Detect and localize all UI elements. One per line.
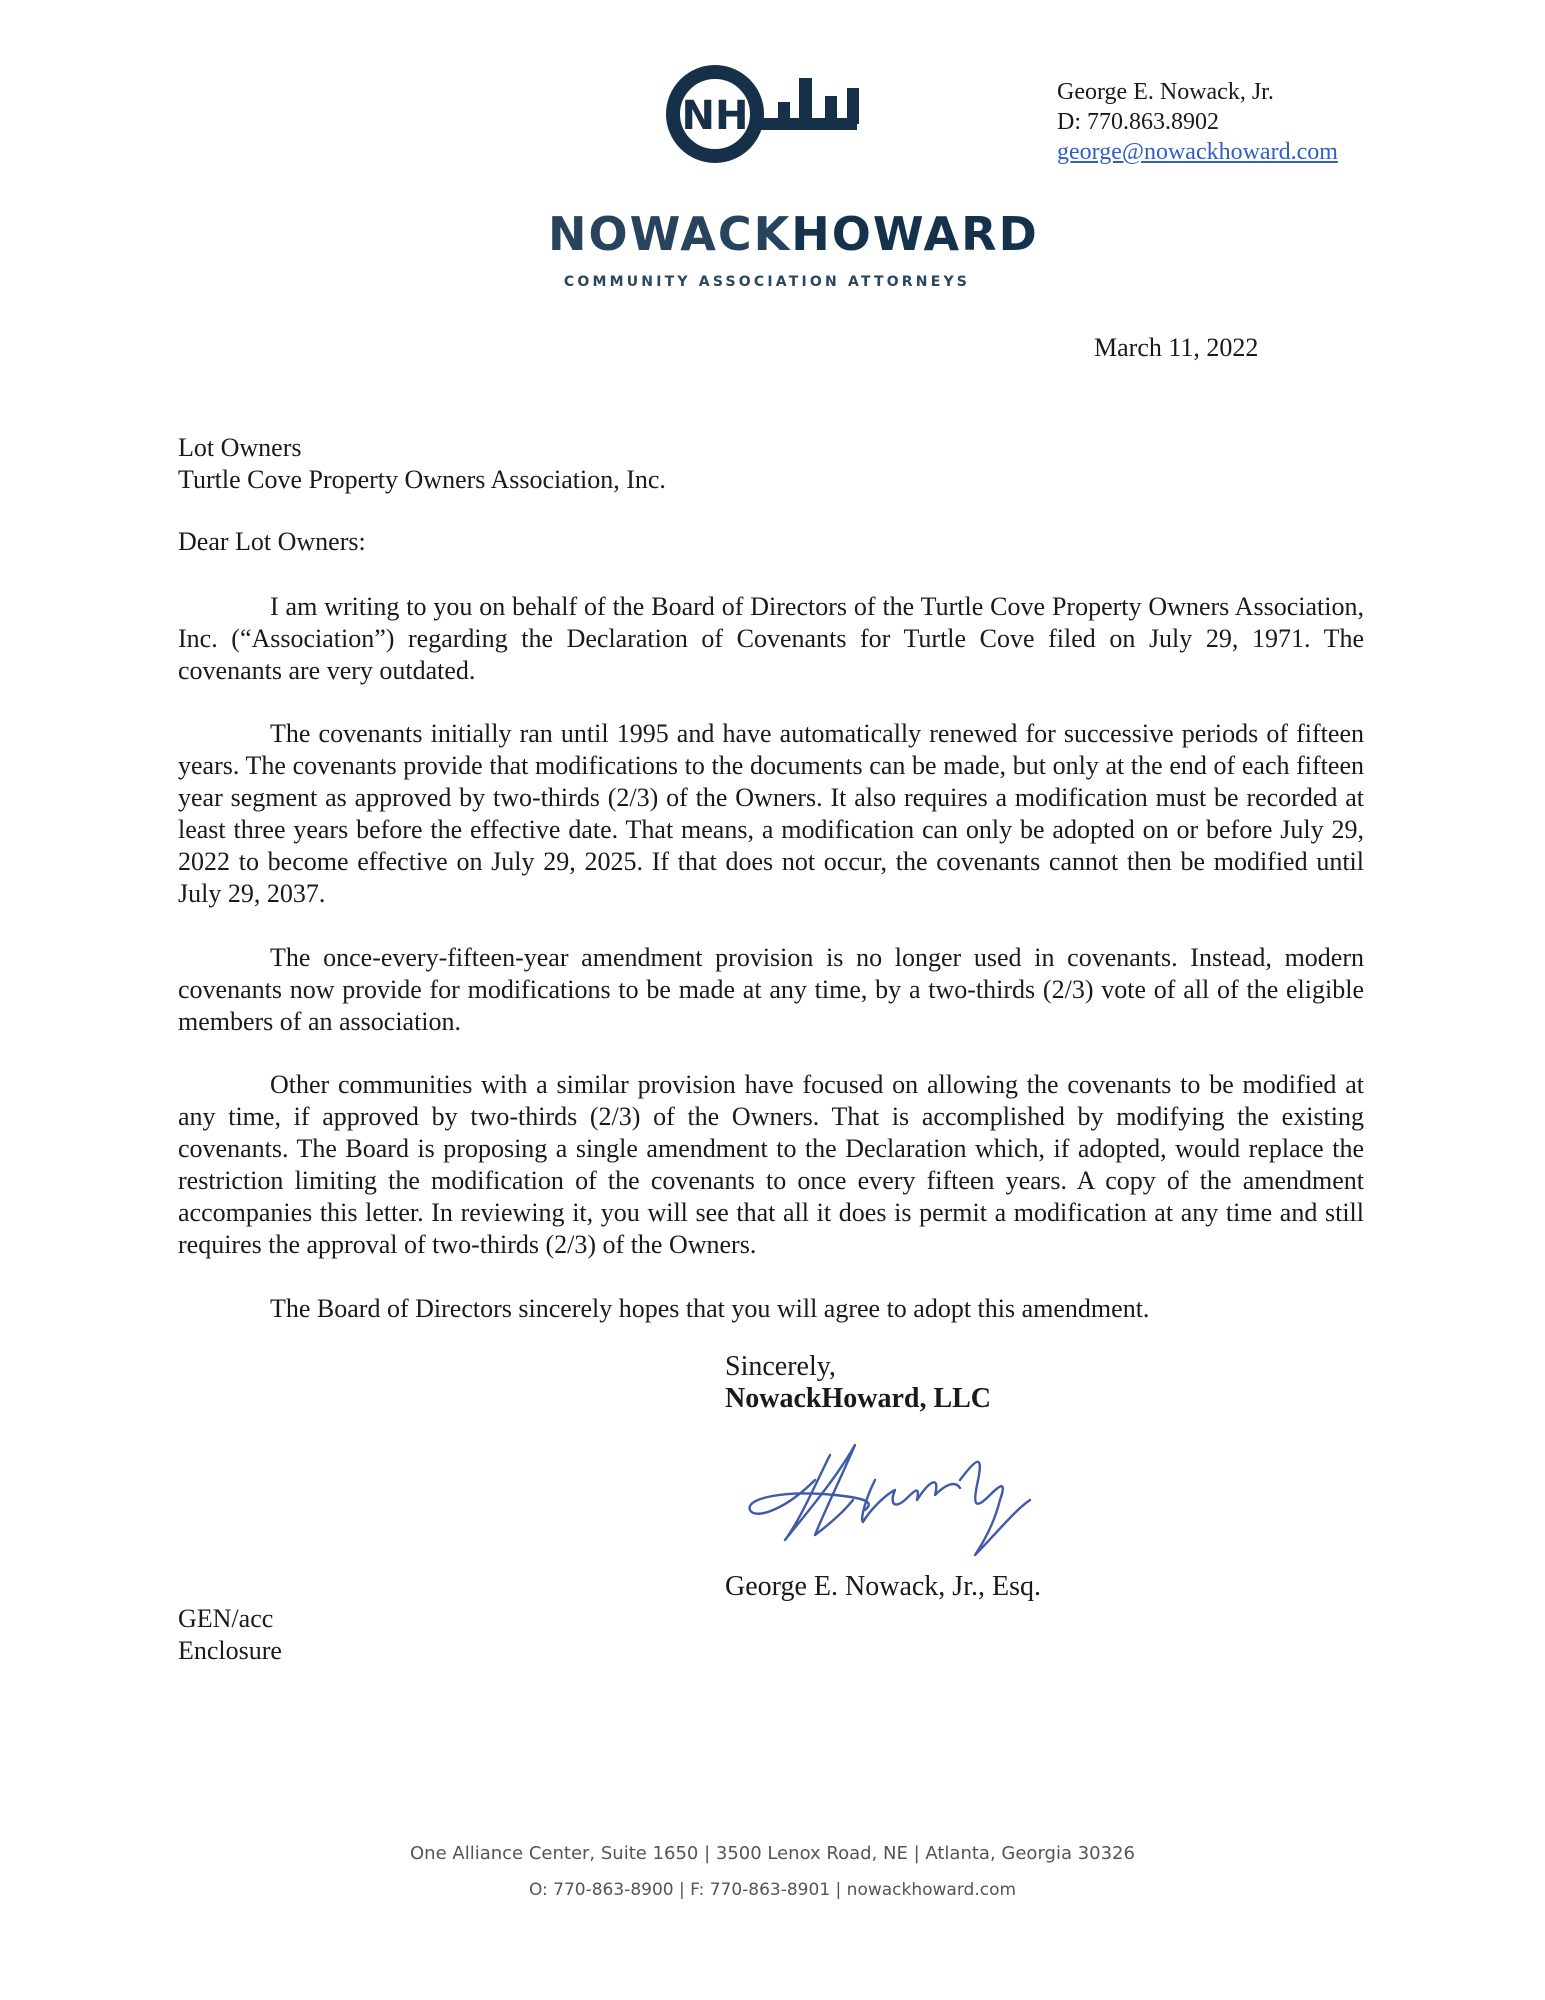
signature-image <box>745 1440 1035 1565</box>
closing-block <box>725 1351 991 1415</box>
contact-email-link[interactable]: george@nowackhoward.com <box>1057 139 1338 165</box>
body-paragraph: Other communities with a similar provision have focused on allowing the covenants to be modified at any time, if approved by two-thirds (2/3) of the Owners. That is accomplished by modifying the existing covenants. The Board is proposing a single amendment to the Declaration which, if adopted, would replace the restriction limiting the modification of the covenants to once every fifteen years. A copy of the amendment accompanies this letter. In reviewing it, you will see that all it does is permit a modification at any time and still requires the approval of two-thirds (2/3) of the Owners. <box>178 1070 1364 1259</box>
footer-phones: O: 770-863-8900 | F: 770-863-8901 | nowackhoward.com <box>528 1880 1017 1900</box>
enclosure-note: Enclosure <box>178 1636 282 1665</box>
body-paragraph: The covenants initially ran until 1995 and have automatically renewed for successive periods of fifteen years. The covenants provide that modifications to the documents can be made, but only at the end of each fifteen year segment as approved by two-thirds (2/3) of the Owners. It also requires a modification must be recorded at least three years before the effective date. That means, a modification can only be adopted on or before July 29, 2022 to become effective on July 29, 2025. If that does not occur, the covenants cannot then be modified until July 29, 2037. <box>178 719 1364 908</box>
firm-wordmark <box>548 207 1039 261</box>
footer-address: One Alliance Center, Suite 1650 | 3500 Lenox Road, NE | Atlanta, Georgia 30326 <box>410 1843 1135 1864</box>
reference-block <box>178 1603 282 1667</box>
letter-date: March 11, 2022 <box>1094 333 1259 362</box>
closing-firm: NowackHoward, LLC <box>725 1383 992 1414</box>
recipient-line-2: Turtle Cove Property Owners Association, Inc. <box>178 465 666 494</box>
recipient-line-1: Lot Owners <box>178 433 302 462</box>
reference-initials: GEN/acc <box>178 1604 274 1633</box>
contact-name: George E. Nowack, Jr. <box>1057 79 1274 105</box>
body-paragraph: I am writing to you on behalf of the Board of Directors of the Turtle Cove Property Owners Association, Inc. (“Association”) regarding the Declaration of Covenants for Turtle Cove filed on July 29, 1971. The covenants are very outdated. <box>178 592 1364 685</box>
closing-text: Sincerely, <box>725 1351 836 1382</box>
firm-tagline: COMMUNITY ASSOCIATION ATTORNEYS <box>563 274 971 290</box>
body-paragraph: The Board of Directors sincerely hopes that you will agree to adopt this amendment. <box>270 1294 1150 1323</box>
contact-direct-phone: D: 770.863.8902 <box>1057 109 1219 135</box>
body-paragraph: The once-every-fifteen-year amendment provision is no longer used in covenants. Instead, modern covenants now provide for modifications to be made at any time, by a two-thirds (2/3) vote of all of the eligible members of an association. <box>178 943 1364 1036</box>
signer-name: George E. Nowack, Jr., Esq. <box>725 1571 1041 1602</box>
recipient-block <box>178 432 666 496</box>
logo-monogram: NH <box>681 93 749 139</box>
contact-block <box>1057 77 1338 167</box>
salutation: Dear Lot Owners: <box>178 527 366 556</box>
firm-name-part2: HOWARD <box>791 207 1039 261</box>
firm-logo-icon <box>665 62 860 164</box>
firm-name-part1: NOWACK <box>548 207 792 261</box>
